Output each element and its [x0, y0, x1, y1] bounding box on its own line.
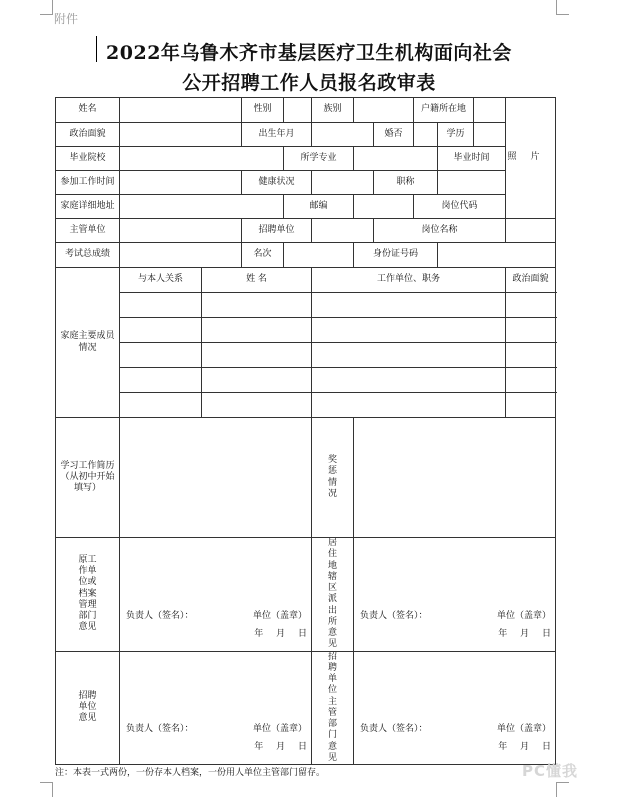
- label-recruit-unit: 招聘单位: [242, 219, 312, 243]
- document-title-line2: 公开招聘工作人员报名政审表: [182, 72, 436, 94]
- signature-date-label: 年 月 日: [254, 742, 307, 752]
- rank-field[interactable]: [284, 243, 354, 268]
- family-work-cell[interactable]: [312, 368, 506, 393]
- document-title-line1: 2022年乌鲁木齐市基层医疗卫生机构面向社会: [106, 42, 512, 64]
- family-politics-cell[interactable]: [506, 343, 556, 368]
- label-exam-score: 考试总成绩: [56, 243, 120, 268]
- signature-unit-label: 单位（盖章）: [497, 610, 552, 621]
- label-politics: 政治面貌: [56, 123, 120, 147]
- recruit-unit-field[interactable]: [312, 219, 374, 243]
- family-relation-cell[interactable]: [120, 393, 202, 418]
- label-postcode: 邮编: [284, 195, 354, 219]
- household-field[interactable]: [474, 98, 506, 123]
- crop-mark-top-right: [556, 0, 569, 15]
- signature-person-label: 负责人（签名）：: [360, 724, 428, 734]
- signature-unit-label: 单位（盖章）: [252, 610, 307, 621]
- family-politics-cell[interactable]: [506, 393, 556, 418]
- family-politics-cell[interactable]: [506, 368, 556, 393]
- family-name-cell[interactable]: [202, 393, 312, 418]
- table-row: [56, 651, 556, 765]
- label-ethnicity: 族别: [312, 98, 354, 123]
- label-address: 家庭详细地址: [56, 195, 120, 219]
- birth-field[interactable]: [312, 123, 374, 147]
- education-field[interactable]: [474, 123, 506, 147]
- label-rank: 名次: [242, 243, 284, 268]
- family-politics-cell[interactable]: [506, 318, 556, 343]
- table-row: [56, 123, 556, 147]
- recruit-unit-opinion-field[interactable]: [120, 651, 312, 765]
- address-field[interactable]: [120, 195, 284, 219]
- family-relation-cell[interactable]: [120, 293, 202, 318]
- authority-opinion-field[interactable]: [354, 651, 556, 765]
- signature-date-label: 年 月 日: [254, 628, 307, 639]
- major-field[interactable]: [354, 147, 438, 171]
- table-row: [56, 538, 556, 652]
- family-col-name: 姓 名: [202, 268, 312, 293]
- id-number-field[interactable]: [438, 243, 556, 268]
- label-education: 学历: [438, 123, 474, 147]
- attachment-label: 附件: [54, 12, 79, 26]
- family-name-cell[interactable]: [202, 368, 312, 393]
- family-work-cell[interactable]: [312, 293, 506, 318]
- family-name-cell[interactable]: [202, 293, 312, 318]
- family-relation-cell[interactable]: [120, 368, 202, 393]
- label-household: 户籍所在地: [414, 98, 474, 123]
- label-marital: 婚否: [374, 123, 414, 147]
- politics-field[interactable]: [120, 123, 242, 147]
- photo-box[interactable]: 照片: [506, 98, 556, 219]
- table-row: [56, 318, 556, 343]
- label-grad-time: 毕业时间: [438, 147, 506, 171]
- table-row: [56, 171, 556, 195]
- crop-mark-bottom-left: [40, 782, 53, 797]
- health-field[interactable]: [312, 171, 374, 195]
- signature-person-label: 负责人（签名）：: [126, 610, 194, 621]
- recruit-unit-opinion-label: 招聘单位意见: [56, 651, 120, 765]
- family-relation-cell[interactable]: [120, 318, 202, 343]
- label-work-start: 参加工作时间: [56, 171, 120, 195]
- family-work-cell[interactable]: [312, 343, 506, 368]
- signature-unit-label: 单位（盖章）: [497, 724, 552, 734]
- table-row: [56, 293, 556, 318]
- resume-field[interactable]: [120, 418, 312, 538]
- prev-unit-opinion-label: 原工作单位或档案管理部门意见: [56, 538, 120, 652]
- authority-opinion-label: 招聘单位主管部门意见: [312, 651, 354, 765]
- crop-mark-top-left: [40, 0, 53, 15]
- label-id-number: 身份证号码: [354, 243, 438, 268]
- signature-date-label: 年 月 日: [498, 742, 552, 752]
- work-start-field[interactable]: [120, 171, 242, 195]
- family-col-relation: 与本人关系: [120, 268, 202, 293]
- marital-field[interactable]: [414, 123, 438, 147]
- label-name: 姓名: [56, 98, 120, 123]
- postcode-field[interactable]: [354, 195, 414, 219]
- post-name-field[interactable]: [506, 219, 556, 243]
- label-birth: 出生年月: [242, 123, 312, 147]
- label-post-code: 岗位代码: [414, 195, 506, 219]
- family-work-cell[interactable]: [312, 393, 506, 418]
- table-row: [56, 268, 556, 293]
- rewards-label: 奖惩情况: [312, 418, 354, 538]
- signature-person-label: 负责人（签名）：: [360, 610, 428, 621]
- exam-score-field[interactable]: [120, 243, 242, 268]
- resume-label: 学习工作简历（从初中开始填写）: [56, 418, 120, 538]
- table-row: [56, 147, 556, 171]
- family-col-politics: 政治面貌: [506, 268, 556, 293]
- crop-mark-bottom-right: [556, 782, 569, 797]
- ethnicity-field[interactable]: [354, 98, 414, 123]
- name-field[interactable]: [120, 98, 242, 123]
- table-row: [56, 98, 556, 123]
- police-opinion-label: 居住地辖区派出所意见: [312, 538, 354, 652]
- family-members-label: 家庭主要成员情况: [56, 268, 120, 418]
- family-name-cell[interactable]: [202, 318, 312, 343]
- table-row: [56, 219, 556, 243]
- label-gender: 性别: [242, 98, 284, 123]
- label-title-rank: 职称: [374, 171, 438, 195]
- signature-unit-label: 单位（盖章）: [252, 724, 307, 734]
- police-opinion-field[interactable]: [354, 538, 556, 652]
- footer-note: 注：本表一式两份，一份存本人档案，一份用人单位主管部门留存。: [55, 768, 326, 778]
- family-work-cell[interactable]: [312, 318, 506, 343]
- label-school: 毕业院校: [56, 147, 120, 171]
- school-field[interactable]: [120, 147, 284, 171]
- watermark: PC懂我: [522, 762, 579, 780]
- label-post-name: 岗位名称: [374, 219, 506, 243]
- title-rank-field[interactable]: [438, 171, 506, 195]
- table-row: [56, 343, 556, 368]
- label-health: 健康状况: [242, 171, 312, 195]
- table-row: [56, 393, 556, 418]
- family-relation-cell[interactable]: [120, 343, 202, 368]
- table-row: [56, 243, 556, 268]
- gender-field[interactable]: [284, 98, 312, 123]
- family-politics-cell[interactable]: [506, 293, 556, 318]
- signature-person-label: 负责人（签名）：: [126, 724, 194, 734]
- table-row: [56, 368, 556, 393]
- label-major: 所学专业: [284, 147, 354, 171]
- registration-form-table: [55, 97, 556, 765]
- family-col-work-unit: 工作单位、职务: [312, 268, 506, 293]
- prev-unit-opinion-field[interactable]: [120, 538, 312, 652]
- table-row: [56, 418, 556, 538]
- label-authority: 主管单位: [56, 219, 120, 243]
- family-name-cell[interactable]: [202, 343, 312, 368]
- authority-field[interactable]: [120, 219, 242, 243]
- table-row: [56, 195, 556, 219]
- rewards-field[interactable]: [354, 418, 556, 538]
- signature-date-label: 年 月 日: [498, 628, 552, 639]
